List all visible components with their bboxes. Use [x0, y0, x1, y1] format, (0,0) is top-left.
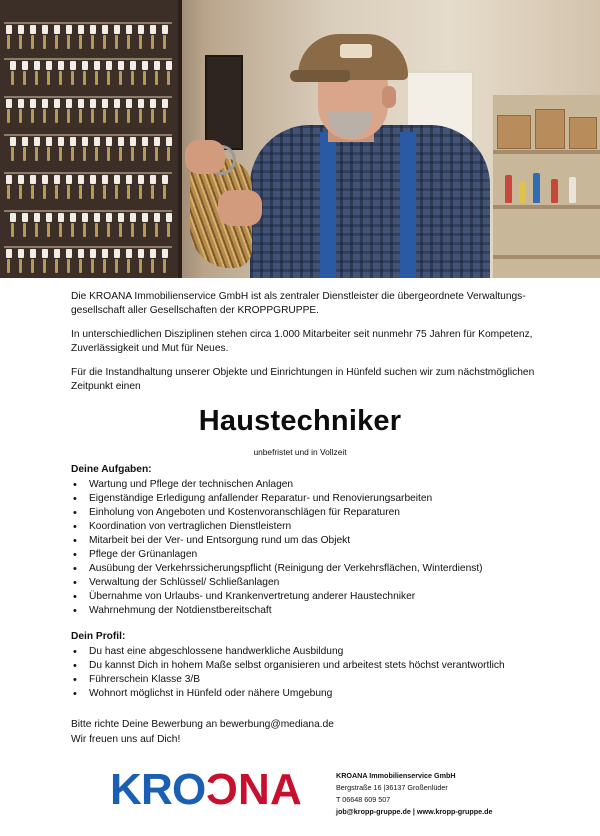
key-metal — [43, 35, 46, 49]
kroana-logo: K R O C N A — [110, 765, 301, 814]
key-tag — [114, 99, 120, 108]
list-item: • Eigenständige Erledigung anfallender Reparatur- und Renovierungsarbeiten — [71, 492, 541, 506]
key-tag — [22, 213, 28, 222]
key-tag — [126, 249, 132, 258]
key-metal — [11, 223, 14, 237]
key-metal — [83, 147, 86, 161]
key-tag — [138, 25, 144, 34]
key-metal — [95, 223, 98, 237]
key-metal — [119, 147, 122, 161]
key-metal — [151, 35, 154, 49]
key-tag — [102, 249, 108, 258]
key-metal — [91, 109, 94, 123]
intro-section — [71, 290, 541, 404]
footer-company: KROANA Immobilienservice GmbH — [336, 771, 456, 780]
key-metal — [155, 223, 158, 237]
key-tag — [66, 175, 72, 184]
key-tag — [34, 213, 40, 222]
key-tag — [18, 249, 24, 258]
footer-address: Bergstraße 16 |36137 Großenlüder — [336, 783, 448, 792]
key-tag — [150, 99, 156, 108]
key-tag — [34, 61, 40, 70]
key-tag — [18, 175, 24, 184]
job-title: Haustechniker — [198, 405, 402, 437]
key-metal — [19, 109, 22, 123]
key-tag — [6, 249, 12, 258]
footer-contact — [336, 770, 556, 818]
key-metal — [43, 259, 46, 273]
key-metal — [163, 109, 166, 123]
key-metal — [103, 185, 106, 199]
key-tag — [30, 249, 36, 258]
key-metal — [19, 259, 22, 273]
key-tag — [70, 213, 76, 222]
key-metal — [107, 147, 110, 161]
right-hand — [218, 190, 262, 226]
key-metal — [163, 259, 166, 273]
key-tag — [78, 249, 84, 258]
key-tag — [102, 25, 108, 34]
key-tag — [6, 175, 12, 184]
intro-paragraph-2: In unterschiedlichen Disziplinen stehen circa 1.000 Mitarbeiter seit nunmehr 75 Jahren für Kompetenz, Zuverlässigkeit und Mut für Neues. — [71, 328, 533, 355]
key-tag — [42, 175, 48, 184]
key-tag — [58, 137, 64, 146]
key-metal — [47, 223, 50, 237]
key-tag — [18, 99, 24, 108]
key-metal — [91, 259, 94, 273]
key-metal — [167, 71, 170, 85]
key-metal — [31, 109, 34, 123]
key-metal — [31, 185, 34, 199]
key-metal — [131, 71, 134, 85]
key-tag — [90, 249, 96, 258]
key-metal — [35, 223, 38, 237]
key-tag — [30, 175, 36, 184]
key-tag — [150, 25, 156, 34]
key-metal — [67, 259, 70, 273]
key-metal — [11, 71, 14, 85]
key-tag — [46, 213, 52, 222]
key-tag — [34, 137, 40, 146]
background-shelf — [493, 95, 600, 278]
tasks-section — [71, 463, 541, 618]
key-metal — [35, 71, 38, 85]
key-tag — [94, 213, 100, 222]
tasks-heading: Deine Aufgaben: — [71, 464, 152, 475]
key-metal — [139, 185, 142, 199]
key-metal — [55, 185, 58, 199]
key-tag — [18, 25, 24, 34]
key-tag — [106, 61, 112, 70]
key-metal — [43, 185, 46, 199]
key-tag — [54, 175, 60, 184]
key-tag — [154, 137, 160, 146]
key-metal — [103, 259, 106, 273]
key-metal — [107, 71, 110, 85]
key-tag — [78, 25, 84, 34]
key-metal — [67, 35, 70, 49]
key-tag — [114, 249, 120, 258]
key-tag — [10, 61, 16, 70]
key-tag — [126, 25, 132, 34]
closing-line: Wir freuen uns auf Dich! — [71, 734, 181, 745]
list-item: • Mitarbeit bei der Ver- und Entsorgung rund um das Objekt — [71, 534, 541, 548]
key-tag — [58, 61, 64, 70]
key-board-wall — [0, 0, 182, 278]
key-metal — [31, 35, 34, 49]
key-tag — [30, 99, 36, 108]
key-metal — [151, 109, 154, 123]
key-tag — [66, 25, 72, 34]
key-metal — [67, 185, 70, 199]
key-metal — [119, 223, 122, 237]
key-tag — [130, 61, 136, 70]
key-tag — [102, 175, 108, 184]
key-metal — [19, 185, 22, 199]
key-tag — [54, 25, 60, 34]
key-metal — [79, 259, 82, 273]
profile-heading: Dein Profil: — [71, 631, 126, 642]
key-tag — [78, 99, 84, 108]
job-subtitle: unbefristet und in Vollzeit — [253, 447, 347, 457]
list-item: • Pflege der Grünanlagen — [71, 548, 541, 562]
key-tag — [30, 25, 36, 34]
key-tag — [82, 213, 88, 222]
key-metal — [71, 223, 74, 237]
key-metal — [139, 35, 142, 49]
key-tag — [82, 137, 88, 146]
key-metal — [55, 109, 58, 123]
key-metal — [115, 109, 118, 123]
key-tag — [46, 61, 52, 70]
key-metal — [163, 35, 166, 49]
key-tag — [70, 137, 76, 146]
key-metal — [11, 147, 14, 161]
list-item: • Wohnort möglichst in Hünfeld oder nähere Umgebung — [71, 687, 541, 701]
key-metal — [23, 147, 26, 161]
key-metal — [59, 223, 62, 237]
left-hand — [185, 140, 225, 174]
list-item: • Wartung und Pflege der technischen Anlagen — [71, 478, 541, 492]
key-metal — [83, 71, 86, 85]
key-metal — [151, 185, 154, 199]
key-metal — [55, 259, 58, 273]
key-tag — [82, 61, 88, 70]
key-metal — [107, 223, 110, 237]
key-metal — [91, 185, 94, 199]
key-tag — [126, 175, 132, 184]
key-tag — [90, 175, 96, 184]
key-tag — [6, 25, 12, 34]
list-item: • Wahrnehmung der Notdienstbereitschaft — [71, 604, 541, 618]
footer-phone: T 06648 609 507 — [336, 795, 391, 804]
key-metal — [91, 35, 94, 49]
key-tag — [114, 175, 120, 184]
key-tag — [106, 213, 112, 222]
wall-frame — [205, 55, 243, 150]
key-tag — [70, 61, 76, 70]
key-metal — [103, 109, 106, 123]
key-metal — [71, 71, 74, 85]
key-metal — [167, 147, 170, 161]
key-metal — [115, 35, 118, 49]
key-metal — [155, 71, 158, 85]
key-metal — [79, 185, 82, 199]
key-tag — [162, 175, 168, 184]
key-tag — [94, 61, 100, 70]
header-photo — [0, 0, 600, 278]
key-metal — [139, 109, 142, 123]
key-tag — [66, 249, 72, 258]
key-tag — [90, 99, 96, 108]
key-tag — [162, 99, 168, 108]
key-metal — [115, 259, 118, 273]
key-tag — [138, 99, 144, 108]
key-metal — [67, 109, 70, 123]
key-metal — [55, 35, 58, 49]
list-item: • Übernahme von Urlaubs- und Krankenvertretung anderer Haustechniker — [71, 590, 541, 604]
key-metal — [139, 259, 142, 273]
key-tag — [66, 99, 72, 108]
footer-links[interactable]: job@kropp-gruppe.de | www.kropp-gruppe.de — [336, 807, 493, 816]
key-tag — [54, 249, 60, 258]
key-tag — [154, 61, 160, 70]
key-metal — [95, 71, 98, 85]
key-metal — [59, 71, 62, 85]
key-metal — [167, 223, 170, 237]
key-tag — [114, 25, 120, 34]
key-tag — [22, 61, 28, 70]
list-item: • Verwaltung der Schlüssel/ Schließanlagen — [71, 576, 541, 590]
key-tag — [46, 137, 52, 146]
key-tag — [118, 137, 124, 146]
key-metal — [83, 223, 86, 237]
key-metal — [143, 71, 146, 85]
key-tag — [166, 61, 172, 70]
intro-paragraph-1: Die KROANA Immobilienservice GmbH ist als zentraler Dienstleister die übergeordnete Verwaltungs-gesellschaft aller Gesellschaften der KROPPGRUPPE. — [71, 291, 526, 317]
key-tag — [130, 137, 136, 146]
key-metal — [47, 147, 50, 161]
key-metal — [143, 223, 146, 237]
key-tag — [42, 25, 48, 34]
list-item: • Einholung von Angeboten und Kostenvoranschlägen für Reparaturen — [71, 506, 541, 520]
key-metal — [127, 259, 130, 273]
key-metal — [79, 35, 82, 49]
key-metal — [163, 185, 166, 199]
key-metal — [7, 185, 10, 199]
application-email-line[interactable]: Bitte richte Deine Bewerbung an bewerbung@mediana.de — [71, 719, 334, 730]
key-metal — [95, 147, 98, 161]
closing-section — [71, 717, 541, 747]
key-metal — [35, 147, 38, 161]
key-metal — [7, 35, 10, 49]
key-metal — [131, 147, 134, 161]
key-metal — [119, 71, 122, 85]
key-metal — [115, 185, 118, 199]
key-tag — [130, 213, 136, 222]
key-metal — [31, 259, 34, 273]
key-tag — [118, 213, 124, 222]
key-metal — [143, 147, 146, 161]
key-tag — [150, 175, 156, 184]
key-tag — [150, 249, 156, 258]
key-tag — [6, 99, 12, 108]
key-tag — [138, 249, 144, 258]
key-tag — [142, 61, 148, 70]
key-tag — [154, 213, 160, 222]
key-metal — [155, 147, 158, 161]
key-metal — [79, 109, 82, 123]
key-tag — [138, 175, 144, 184]
technician-figure — [250, 20, 490, 278]
profile-list — [71, 645, 541, 701]
tasks-list — [71, 478, 541, 618]
profile-section — [71, 630, 541, 701]
key-tag — [90, 25, 96, 34]
key-tag — [106, 137, 112, 146]
key-tag — [126, 99, 132, 108]
key-metal — [7, 109, 10, 123]
key-tag — [10, 137, 16, 146]
key-tag — [162, 249, 168, 258]
key-tag — [142, 213, 148, 222]
key-metal — [103, 35, 106, 49]
key-tag — [102, 99, 108, 108]
list-item: • Ausübung der Verkehrssicherungspflicht (Reinigung der Verkehrsflächen, Winterdienst) — [71, 562, 541, 576]
key-metal — [43, 109, 46, 123]
key-metal — [23, 71, 26, 85]
key-tag — [54, 99, 60, 108]
key-tag — [166, 213, 172, 222]
key-metal — [19, 35, 22, 49]
key-tag — [118, 61, 124, 70]
key-tag — [58, 213, 64, 222]
key-tag — [166, 137, 172, 146]
list-item: • Führerschein Klasse 3/B — [71, 673, 541, 687]
key-metal — [47, 71, 50, 85]
key-metal — [127, 35, 130, 49]
key-tag — [10, 213, 16, 222]
key-tag — [42, 249, 48, 258]
list-item: • Du kannst Dich in hohem Maße selbst organisieren und arbeitest stets höchst verantwortlich — [71, 659, 541, 673]
key-metal — [7, 259, 10, 273]
key-metal — [59, 147, 62, 161]
key-metal — [71, 147, 74, 161]
key-metal — [131, 223, 134, 237]
key-metal — [23, 223, 26, 237]
list-item: • Du hast eine abgeschlossene handwerkliche Ausbildung — [71, 645, 541, 659]
key-tag — [142, 137, 148, 146]
key-metal — [127, 109, 130, 123]
key-tag — [162, 25, 168, 34]
key-tag — [42, 99, 48, 108]
intro-paragraph-3: Für die Instandhaltung unserer Objekte und Einrichtungen in Hünfeld suchen wir zum nächstmöglichen Zeitpunkt einen — [71, 366, 535, 393]
key-tag — [94, 137, 100, 146]
key-metal — [151, 259, 154, 273]
key-tag — [78, 175, 84, 184]
key-tag — [22, 137, 28, 146]
key-metal — [127, 185, 130, 199]
list-item: • Koordination von vertraglichen Dienstleistern — [71, 520, 541, 534]
